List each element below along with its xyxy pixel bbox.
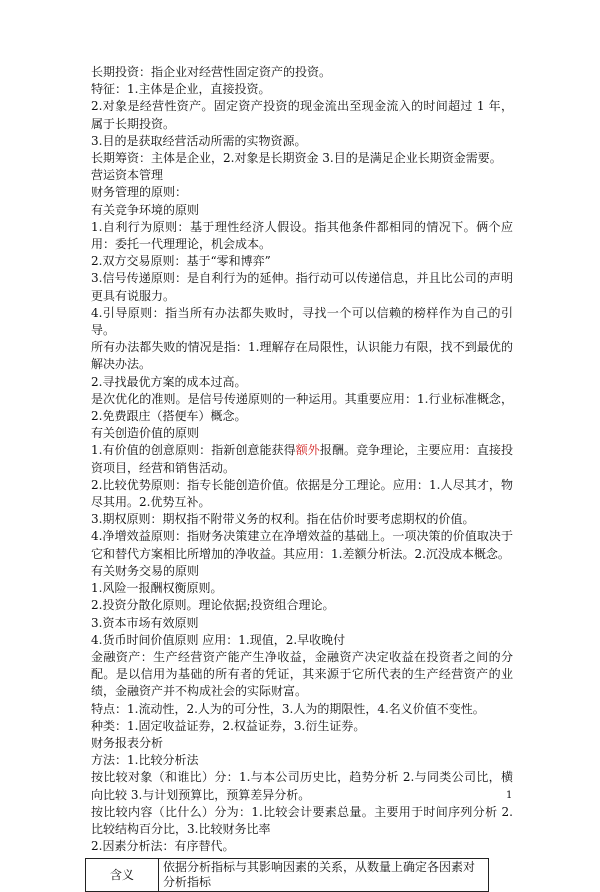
section-heading: 财务管理的原则： — [91, 185, 188, 200]
page-number: 1 — [506, 790, 513, 801]
document-body — [91, 64, 513, 892]
section-heading: 有关财务交易的原则 — [91, 563, 200, 578]
highlighted-text: 额外 — [295, 443, 320, 458]
paragraph: 方法：1.比较分析法 — [91, 753, 199, 768]
paragraph: 3.资本市场有效原则 — [91, 615, 199, 630]
paragraph: 2.因素分析法：有序替代。 — [91, 839, 235, 854]
paragraph: 2.对象是经营性资产。固定资产投资的现金流出至现金流入的时间超过 1 年，属于长期投资。 — [91, 99, 513, 131]
paragraph: 3.期权原则：期权指不附带义务的权利。指在估价时要考虑期权的价值。 — [91, 512, 475, 527]
paragraph: 2.寻找最优方案的成本过高。 — [91, 374, 247, 389]
table-label-cell: 含义 — [86, 859, 159, 892]
section-heading: 有关竞争环境的原则 — [91, 202, 200, 217]
paragraph: 是次优化的准则。是信号传递原则的一种运用。其重要应用：1.行业标准概念，2.免费跟庄（搭便车）概念。 — [91, 391, 513, 424]
paragraph: 特征：1.主体是企业，直接投资。 — [91, 82, 271, 97]
text-run: 1.有价值的创意原则：指新创意能获得 — [91, 443, 296, 458]
paragraph: 长期筹资：主体是企业，2.对象是长期资金 3.目的是满足企业长期资金需要。 — [91, 151, 502, 166]
paragraph: 1.自利行为原则：基于理性经济人假设。指其他条件都相同的情况下。俩个应用：委托一代理理论，机会成本。 — [91, 219, 513, 252]
paragraph: 4.货币时间价值原则 应用：1.现值，2.早收晚付 — [91, 632, 346, 647]
section-heading: 财务报表分析 — [91, 735, 164, 750]
paragraph: 金融资产：生产经营资产能产生净收益，金融资产决定收益在投资者之间的分配。是以信用为基础的所有者的凭证，其来源于它所代表的生产经营资产的业绩，金融资产并不构成社会的实际财富。 — [91, 649, 513, 699]
paragraph: 种类：1.固定收益证券，2.权益证券，3.衍生证券。 — [91, 718, 366, 733]
paragraph: 按比较对象（和谁比）分：1.与本公司历史比，趋势分析 2.与同类公司比，横向比较 3.与计划预算比，预算差异分析。 — [91, 770, 513, 802]
paragraph: 4.净增效益原则：指财务决策建立在净增效益的基础上。一项决策的价值取决于它和替代方案相比所增加的净收益。其应用：1.差额分析法。2.沉没成本概念。 — [91, 529, 513, 561]
paragraph: 2.投资分散化原则。理论依据;投资组合理论。 — [91, 598, 335, 613]
text-run: 报酬。竞争理论，主要应用：直接投资项目，经营和销售活动。 — [91, 443, 513, 475]
paragraph: 3.目的是获取经营活动所需的实物资源。 — [91, 133, 307, 148]
paragraph: 特点：1.流动性，2.人为的可分性，3.人为的期限性，4.名义价值不变性。 — [91, 701, 485, 716]
paragraph: 按比较内容（比什么）分为：1.比较会计要素总量。主要用于时间序列分析 2.比较结构百分比，3.比较财务比率 — [91, 804, 513, 836]
paragraph: 2.比较优势原则：指专长能创造价值。依据是分工理论。应用：1.人尽其才，物尽其用。2.优势互补。 — [91, 477, 513, 510]
paragraph: 2.双方交易原则：基于“零和博弈” — [91, 254, 271, 269]
paragraph: 3.信号传递原则：是自利行为的延伸。指行动可以传递信息，并且比公司的声明更具有说服力。 — [91, 271, 513, 303]
definition-table — [85, 858, 489, 892]
section-heading: 营运资本管理 — [91, 168, 164, 183]
section-heading: 有关创造价值的原则 — [91, 426, 200, 441]
paragraph: 所有办法都失败的情况是指：1.理解存在局限性，认识能力有限，找不到最优的解决办法。 — [91, 340, 513, 372]
paragraph: 1.风险一报酬权衡原则。 — [91, 581, 223, 596]
table-text-cell: 依据分析指标与其影响因素的关系，从数量上确定各因素对分析指标 — [159, 859, 489, 892]
paragraph — [91, 442, 513, 476]
paragraph: 长期投资：指企业对经营性固定资产的投资。 — [91, 65, 332, 79]
paragraph: 4.引导原则：指当所有办法都失败时，寻找一个可以信赖的榜样作为自己的引导。 — [91, 305, 513, 338]
table-row — [86, 859, 489, 892]
